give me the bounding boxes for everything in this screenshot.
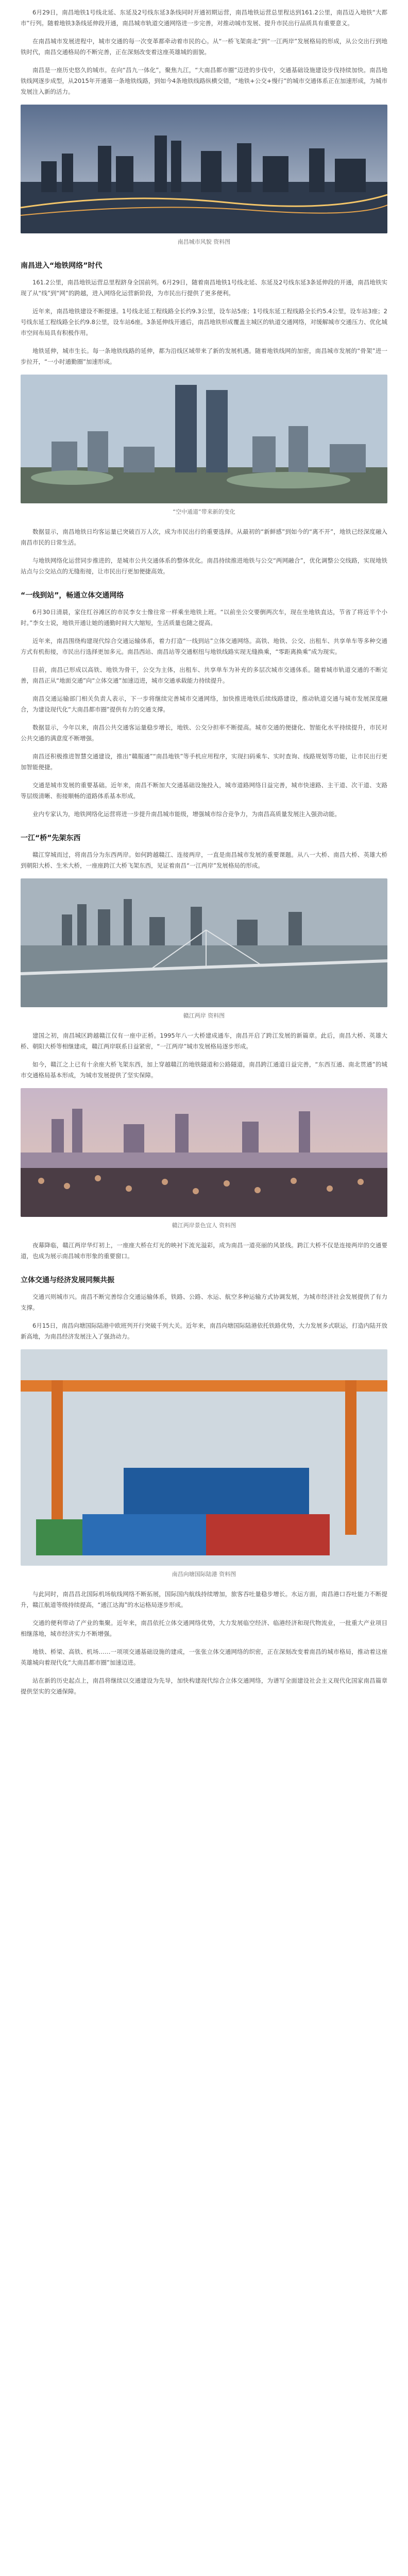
section-paragraph: 赣江穿城而过，将南昌分为东西两岸。如何跨越赣江、连接两岸，一直是南昌城市发展的重要课题。从八一大桥、南昌大桥、英雄大桥到朝阳大桥、生米大桥，一座座跨江大桥飞架东西，见证着南昌“一江两岸”发展格局的形成。 [21, 851, 387, 869]
section-title: 南昌进入“地铁网络”时代 [21, 262, 103, 270]
city-skyline-photo [21, 105, 387, 233]
section-paragraph: 业内专家认为，地铁网络化运营将进一步提升南昌城市能级，增强城市综合竞争力，为南昌高质量发展注入强劲动能。 [32, 810, 341, 818]
image-caption: 赣江两岸景色宜人 资料图 [172, 1222, 236, 1229]
article [21, 0, 387, 1704]
section-title: “一线到站”，畅通立体交通网络 [21, 591, 124, 600]
image-caption: 南昌城市风貌 资料图 [177, 239, 231, 245]
section-paragraph: 交通兴则城市兴。南昌不断完善综合交通运输体系，铁路、公路、水运、航空多种运输方式协调发展，为城市经济社会发展提供了有力支撑。 [21, 1293, 387, 1311]
section-paragraph: 数据显示，南昌地铁日均客运量已突破百万人次，成为市民出行的重要选择。从最初的“新鲜感”到如今的“离不开”，地铁已经深度融入南昌市民的日常生活。 [21, 528, 387, 546]
section-paragraph: 地铁延伸，城市生长。每一条地铁线路的延伸，都为沿线区域带来了新的发展机遇。随着地铁线网的加密，南昌城市发展的“骨架”进一步拉开，“一小时通勤圈”加速形成。 [21, 347, 387, 365]
section-paragraph: 6月30日清晨，家住红谷滩区的市民李女士像往常一样乘坐地铁上班。“以前坐公交要倒两次车，现在坐地铁直达，节省了将近半个小时。”李女士说，地铁开通让她的通勤时间大大缩短，生活质量也随之提高。 [21, 608, 387, 626]
section-title: 一江“桥”先架东西 [21, 834, 81, 842]
river-bridge-photo [21, 878, 387, 1007]
twin-towers-photo [21, 375, 387, 503]
image-caption: “空中通道”带来新的变化 [173, 509, 235, 515]
section-paragraph: 与此同时，南昌昌北国际机场航线网络不断拓展，国际国内航线持续增加，旅客吞吐量稳步增长。水运方面，南昌港口吞吐能力不断提升，赣江航道等级持续提高，“通江达海”的水运格局逐步形成。 [21, 1590, 387, 1608]
section-paragraph: 如今，赣江之上已有十余座大桥飞架东西，加上穿越赣江的地铁隧道和公路隧道，南昌跨江通道日益完善，“东西互通、南北贯通”的城市交通格局基本形成，为城市发展提供了坚实保障。 [21, 1061, 387, 1079]
intro [21, 7, 387, 97]
section-paragraph: 地铁、桥梁、高铁、机场……一项项交通基础设施的建成，一张张立体交通网络的织密，正在深刻改变着南昌的城市格局，推动着这座英雄城向着现代化“大南昌都市圈”加速迈进。 [21, 1648, 387, 1666]
section-paragraph: 数据显示，今年以来，南昌公共交通客运量稳步增长，地铁、公交分担率不断提高。城市交通的便捷化、智能化水平持续提升，市民对公共交通的满意度不断增强。 [21, 724, 387, 742]
image-caption: 南昌向塘国际陆港 资料图 [172, 1571, 236, 1578]
section-paragraph: 建国之初，南昌城区跨越赣江仅有一座中正桥。1995年八一大桥建成通车，南昌开启了跨江发展的新篇章。此后，南昌大桥、英雄大桥、朝阳大桥等相继建成，赣江两岸联系日益紧密，“一江两岸”城市发展格局逐步形成。 [21, 1032, 387, 1050]
section-paragraph: 近年来，南昌围绕构建现代综合交通运输体系，着力打造“一线到站”立体交通网络。高铁、地铁、公交、出租车、共享单车等多种交通方式有机衔接，市民出行选择更加多元。南昌西站、南昌站等交通枢纽与地铁线路实现无缝换乘，“零距离换乘”成为现实。 [21, 637, 387, 655]
riverside-crowd-photo [21, 1088, 387, 1217]
image-caption: 赣江两岸 资料图 [183, 1012, 225, 1019]
intro-paragraph: 在南昌城市发展进程中，城市交通的每一次变革都牵动着市民的心。从“一桥飞架南北”到“一江两岸”发展格局的形成，从公交出行到地铁时代，南昌交通格局的不断完善，正在深刻改变着这座英雄城的面貌。 [21, 38, 387, 56]
section-paragraph: 站在新的历史起点上，南昌将继续以交通建设为先导，加快构建现代综合立体交通网络，为谱写全面建设社会主义现代化国家南昌篇章提供坚实的交通保障。 [21, 1677, 387, 1695]
section-paragraph: 南昌还积极推进智慧交通建设，推出“赣服通”“南昌地铁”等手机应用程序，实现扫码乘车、实时查询、线路规划等功能，让市民出行更加智能便捷。 [21, 753, 387, 771]
section-paragraph: 6月15日，南昌向塘国际陆港中欧班列开行突破千列大关。近年来，南昌向塘国际陆港依托铁路优势，大力发展多式联运，打造内陆开放新高地，为南昌经济发展注入了强劲动力。 [21, 1322, 387, 1340]
intro-paragraph: 6月29日，南昌地铁1号线北延、东延及2号线东延3条线同时开通初期运营，南昌地铁运营总里程达到161.2公里，南昌迈入地铁“大都市”行列。随着地铁3条线延伸段开通，南昌城市轨道交通网络进一步完善，对推动城市发展、提升市民出行品质具有重要意义。 [21, 9, 387, 27]
section-paragraph: 夜幕降临，赣江两岸华灯初上，一座座大桥在灯光的映衬下流光溢彩，成为南昌一道亮丽的风景线。跨江大桥不仅是连接两岸的交通要道，也成为展示南昌城市形象的重要窗口。 [21, 1242, 387, 1260]
section-title: 立体交通与经济发展同频共振 [21, 1276, 114, 1284]
section-paragraph: 与地铁网络化运营同步推进的，是城市公共交通体系的整体优化。南昌持续推进地铁与公交“两网融合”，优化调整公交线路，实现地铁站点与公交站点的无缝衔接，让市民出行更加便捷高效。 [21, 557, 387, 575]
intro-paragraph: 南昌是一座历史悠久的城市。在向“昌九一体化”，聚焦九江，“大南昌都市圈”迈进的步伐中，交通基础设施建设步伐持续加快。南昌地铁线网逐步成型，从2015年开通第一条地铁线路，到如今4条地铁线路纵横交错，“地铁+公交+慢行”的城市交通体系正在加速形成，为城市发展注入新的活力。 [21, 66, 387, 95]
section-paragraph: 目前，南昌已形成以高铁、地铁为骨干，公交为主体，出租车、共享单车为补充的多层次城市交通体系。随着城市轨道交通的不断完善，南昌正从“地面交通”向“立体交通”加速迈进，城市交通承载能力持续提升。 [21, 666, 387, 684]
section-paragraph: 交通的便利带动了产业的集聚。近年来，南昌依托立体交通网络优势，大力发展临空经济、临港经济和现代物流业，一批重大产业项目相继落地，城市经济实力不断增强。 [21, 1619, 387, 1637]
container-port-photo [21, 1349, 387, 1566]
section-paragraph: 161.2公里，南昌地铁运营总里程跻身全国前列。6月29日，随着南昌地铁1号线北延、东延及2号线东延3条延伸段的开通，南昌地铁实现了从“线”到“网”的跨越，进入网络化运营新阶段，为市民出行提供了更多便利。 [21, 279, 387, 297]
section-paragraph: 交通是城市发展的重要基础。近年来，南昌不断加大交通基础设施投入，城市道路网络日益完善，城市快速路、主干道、次干道、支路等层级清晰、衔接顺畅的道路体系基本形成。 [21, 782, 387, 800]
section-paragraph: 近年来，南昌地铁建设不断提速。1号线北延工程线路全长约9.3公里，设车站5座；1号线东延工程线路全长约5.4公里，设车站3座；2号线东延工程线路全长约9.8公里，设车站6座。3条延伸线开通后，南昌地铁形成覆盖主城区的轨道交通网络，对缓解城市交通压力、优化城市空间布局具有积极作用。 [21, 308, 387, 336]
section-paragraph: 南昌交通运输部门相关负责人表示，下一步将继续完善城市交通网络，加快推进地铁后续线路建设，推动轨道交通与城市发展深度融合，为建设现代化“大南昌都市圈”提供有力的交通支撑。 [21, 695, 387, 713]
